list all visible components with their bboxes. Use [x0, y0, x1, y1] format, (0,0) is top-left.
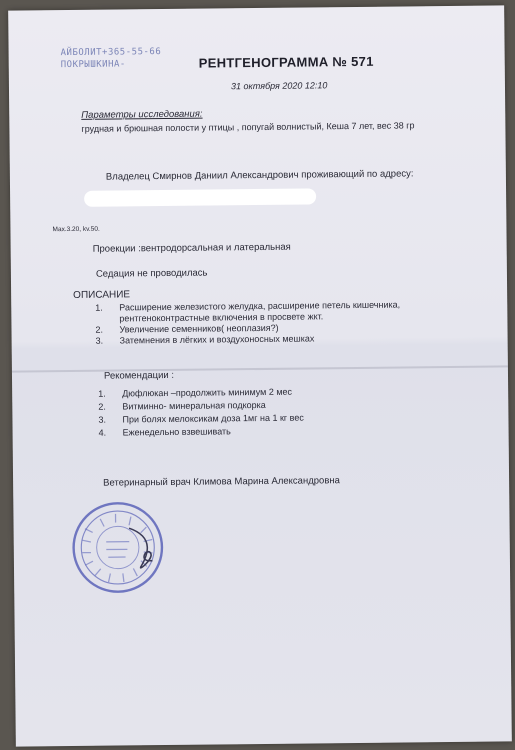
list-item: 4. Еженедельно взвешивать: [98, 426, 231, 438]
document-sheet: [8, 5, 512, 746]
list-item: 2. Увеличение семенников( неоплазия?): [95, 322, 279, 335]
description-heading: ОПИСАНИЕ: [73, 289, 131, 301]
owner-text: Владелец Смирнов Даниил Александрович проживающий по адресу:: [105, 168, 414, 183]
doctor-line: Ветеринарный врач Климова Марина Александровна: [103, 475, 340, 489]
document-number: № 571: [332, 53, 374, 70]
list-item: 1. Дюфлюкан –продолжить минимум 2 мес: [98, 386, 293, 399]
document-title: [199, 54, 374, 71]
params-text: грудная и брюшная полости у птицы , попугай волнистый, Кеша 7 лет, вес 38 гр: [81, 120, 415, 134]
address-fragment: Мах.3.20, kv.50.: [52, 225, 100, 234]
list-item: 1. Расширение железистого желудка, расширение петель кишечника, рентгеноконтрастные включения в просвете жкт.: [95, 299, 401, 324]
list-item: 3. При болях мелоксикам доза 1мг на 1 кг вес: [98, 412, 304, 425]
projections-text: Проекции :вентродорсальная и латеральная: [92, 241, 291, 255]
clinic-stamp-line2: ПОКРЫШКИНА-: [60, 59, 126, 71]
clinic-stamp-line1: АЙБОЛИТ+365-55-66: [60, 47, 162, 59]
title-text: РЕНТГЕНОГРАММА: [198, 54, 329, 71]
recommendations-list: [98, 386, 399, 441]
document-date: 31 октября 2020 12:10: [230, 80, 328, 92]
paper-fold: [12, 365, 508, 372]
redacted-address: [84, 188, 316, 206]
description-list: [95, 299, 435, 347]
recommendations-heading: Рекомендации :: [103, 369, 175, 382]
list-item: 3. Затемнения в лёгких и воздухоносных мешках: [95, 333, 315, 346]
clinic-header-stamp: [61, 46, 162, 71]
sedation-text: Седация не проводилась: [95, 267, 208, 280]
params-heading: Параметры исследования:: [81, 108, 203, 121]
list-item: 2. Витминно- минеральная подкорка: [98, 399, 266, 412]
round-seal-stamp: [69, 499, 166, 596]
